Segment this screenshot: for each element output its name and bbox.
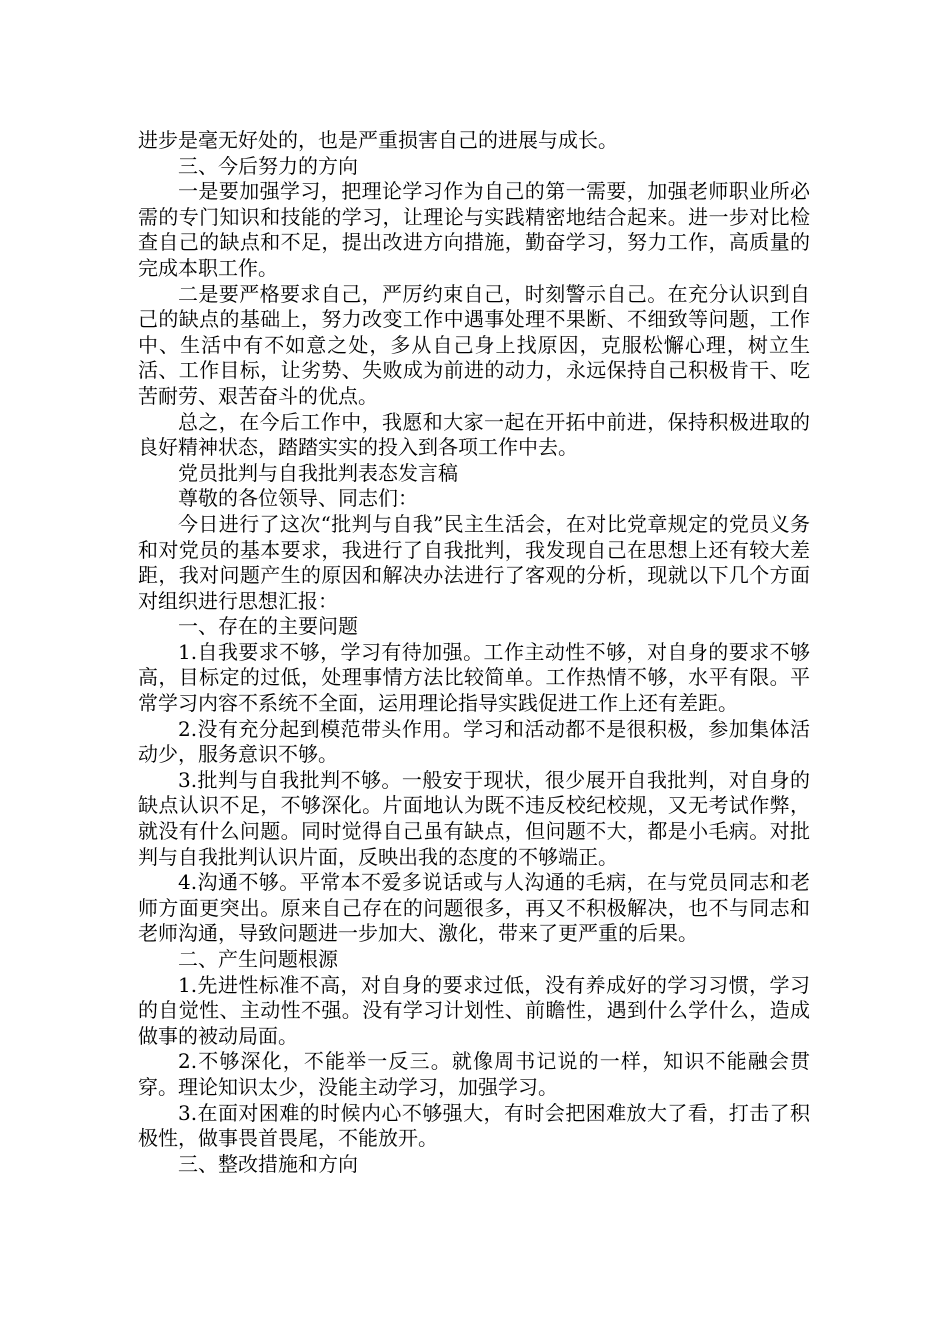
paragraph-strengthen-study: 一是要加强学习，把理论学习作为自己的第一需要，加强老师职业所必需的专门知识和技能的学习，让理论与实践精密地结合起来。进一步对比检查自己的缺点和不足，提出改进方向措施，勤奋学习，努力工作，高质量的完成本职工作。 xyxy=(138,179,810,280)
list-item-problem-2: 2.没有充分起到模范带头作用。学习和活动都不是很积极，参加集体活动少，服务意识不够。 xyxy=(138,716,810,767)
section-heading-root-causes: 二、产生问题根源 xyxy=(178,947,338,971)
document-title: 党员批判与自我批判表态发言稿 xyxy=(178,460,458,485)
list-item-problem-3: 3.批判与自我批判不够。一般安于现状，很少展开自我批判，对自身的缺点认识不足，不够深化。片面地认为既不违反校纪校规，又无考试作弊，就没有什么问题。同时觉得自己虽有缺点，但问题不大，都是小毛病。对批判与自我批判认识片面，反映出我的态度的不够端正。 xyxy=(138,767,810,869)
section-heading-future-direction: 三、今后努力的方向 xyxy=(178,153,358,178)
list-item-cause-2: 2.不够深化，不能举一反三。就像周书记说的一样，知识不能融会贯穿。理论知识太少，没能主动学习，加强学习。 xyxy=(138,1049,810,1099)
list-item-problem-1: 1.自我要求不够，学习有待加强。工作主动性不够，对自身的要求不够高，目标定的过低，处理事情方法比较简单。工作热情不够，水平有限。平常学习内容不系统不全面，运用理论指导实践促进工作上还有差距。 xyxy=(138,639,810,716)
paragraph-summary: 总之，在今后工作中，我愿和大家一起在开拓中前进，保持积极进取的良好精神状态，踏踏实实的投入到各项工作中去。 xyxy=(138,409,810,460)
salutation: 尊敬的各位领导、同志们： xyxy=(178,486,418,511)
paragraph-strict-self-discipline: 二是要严格要求自己，严厉约束自己，时刻警示自己。在充分认识到自己的缺点的基础上，努力改变工作中遇事处理不果断、不细致等问题，工作中、生活中有不如意之处，多从自己身上找原因，克服松懈心理，树立生活、工作目标，让劣势、失败成为前进的动力，永远保持自己积极肯干、吃苦耐劳、艰苦奋斗的优点。 xyxy=(138,281,810,408)
list-item-problem-4: 4.沟通不够。平常本不爱多说话或与人沟通的毛病，在与党员同志和老师方面更突出。原来自己存在的问题很多，再又不积极解决，也不与同志和老师沟通，导致问题进一步加大、激化，带来了更严重的后果。 xyxy=(138,870,810,946)
list-item-cause-1: 1.先进性标准不高，对自身的要求过低，没有养成好的学习习惯，学习的自觉性、主动性不强。没有学习计划性、前瞻性，遇到什么学什么，造成做事的被动局面。 xyxy=(138,972,810,1048)
document-page xyxy=(138,128,810,1177)
section-heading-main-problems: 一、存在的主要问题 xyxy=(178,614,358,639)
section-heading-rectification: 三、整改措施和方向 xyxy=(178,1151,358,1176)
paragraph-continuation: 进步是毫无好处的，也是严重损害自己的进展与成长。 xyxy=(138,128,618,152)
paragraph-introduction: 今日进行了这次“批判与自我”民主生活会，在对比党章规定的党员义务和对党员的基本要求，我进行了自我批判，我发现自己在思想上还有较大差距，我对问题产生的原因和解决办法进行了客观的分析，现就以下几个方面对组织进行思想汇报： xyxy=(138,511,810,613)
list-item-cause-3: 3.在面对困难的时候内心不够强大，有时会把困难放大了看，打击了积极性，做事畏首畏尾，不能放开。 xyxy=(138,1100,810,1151)
